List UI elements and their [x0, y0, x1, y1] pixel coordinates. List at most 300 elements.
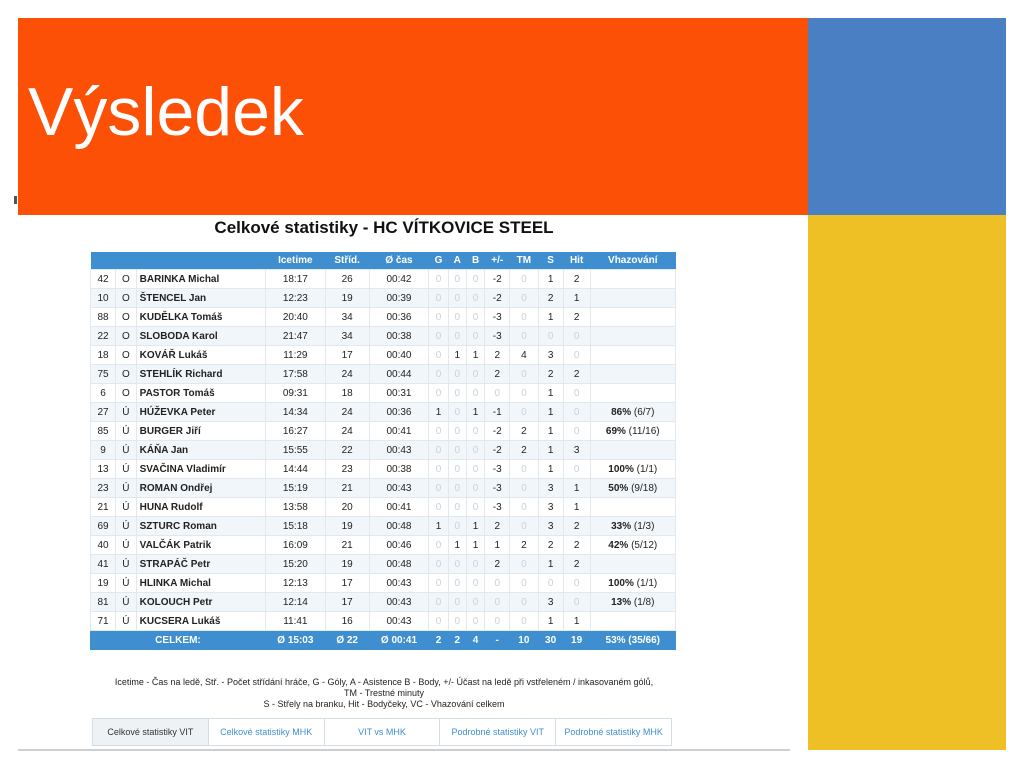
player-avg-time: 00:41 [369, 422, 429, 441]
player-shots: 0 [538, 327, 563, 346]
player-assists: 0 [448, 403, 466, 422]
player-shifts: 19 [325, 555, 369, 574]
player-shifts: 34 [325, 308, 369, 327]
player-plus-minus: -3 [485, 479, 510, 498]
player-hits: 2 [563, 536, 590, 555]
table-header-row [91, 252, 676, 270]
faceoff-detail: (9/18) [628, 482, 658, 494]
player-points: 0 [466, 441, 484, 460]
player-goals: 1 [429, 517, 448, 536]
player-hits: 2 [563, 517, 590, 536]
tab-total-stats-mhk[interactable]: Celkové statistiky MHK [208, 719, 324, 745]
player-position: O [116, 270, 137, 289]
player-points: 0 [466, 574, 484, 593]
player-plus-minus: 2 [485, 555, 510, 574]
player-name: BURGER Jiří [136, 422, 265, 441]
player-icetime: 15:18 [265, 517, 325, 536]
player-penalty-minutes: 0 [510, 460, 538, 479]
player-goals: 0 [429, 460, 448, 479]
table-row [91, 536, 676, 555]
player-icetime: 16:09 [265, 536, 325, 555]
player-assists: 0 [448, 327, 466, 346]
player-hits: 0 [563, 327, 590, 346]
player-plus-minus: 2 [485, 517, 510, 536]
player-position: Ú [116, 612, 137, 631]
player-name: KÁŇA Jan [136, 441, 265, 460]
player-assists: 0 [448, 441, 466, 460]
player-icetime: 12:14 [265, 593, 325, 612]
player-assists: 0 [448, 422, 466, 441]
player-avg-time: 00:43 [369, 479, 429, 498]
player-goals: 0 [429, 574, 448, 593]
player-penalty-minutes: 0 [510, 270, 538, 289]
faceoff-percent: 42% [608, 539, 629, 551]
legend-line-3: S - Střely na branku, Hit - Bodyčeky, VC - Vhazování celkem [263, 699, 505, 709]
player-shifts: 23 [325, 460, 369, 479]
player-name: PASTOR Tomáš [136, 384, 265, 403]
player-plus-minus: 0 [485, 612, 510, 631]
faceoff-percent: 69% [605, 425, 626, 437]
player-position: Ú [116, 593, 137, 612]
player-points: 0 [466, 289, 484, 308]
player-shots: 3 [538, 517, 563, 536]
table-row [91, 422, 676, 441]
player-plus-minus: 0 [485, 593, 510, 612]
player-name: KUCSERA Lukáš [136, 612, 265, 631]
player-name: KUDĚLKA Tomáš [136, 308, 265, 327]
player-avg-time: 00:43 [369, 441, 429, 460]
faceoff-detail: (1/3) [631, 520, 655, 532]
player-shots: 1 [538, 270, 563, 289]
total-shifts: Ø 22 [325, 631, 369, 650]
player-avg-time: 00:43 [369, 612, 429, 631]
tab-vit-vs-mhk[interactable]: VIT vs MHK [324, 719, 440, 745]
player-plus-minus: -3 [485, 327, 510, 346]
player-number: 71 [91, 612, 116, 631]
player-penalty-minutes: 0 [510, 289, 538, 308]
tab-detailed-stats-vit[interactable]: Podrobné statistiky VIT [439, 719, 555, 745]
player-avg-time: 00:36 [369, 308, 429, 327]
player-icetime: 13:58 [265, 498, 325, 517]
col-shots[interactable]: S [538, 252, 563, 270]
player-shifts: 24 [325, 403, 369, 422]
player-icetime: 12:23 [265, 289, 325, 308]
player-icetime: 15:19 [265, 479, 325, 498]
table-row [91, 289, 676, 308]
player-penalty-minutes: 0 [510, 479, 538, 498]
player-avg-time: 00:41 [369, 498, 429, 517]
player-shifts: 16 [325, 612, 369, 631]
player-assists: 0 [448, 593, 466, 612]
player-position: O [116, 308, 137, 327]
table-row [91, 384, 676, 403]
faceoff-detail: (6/7) [631, 406, 655, 418]
player-faceoffs [590, 384, 675, 403]
player-name: KOVÁŘ Lukáš [136, 346, 265, 365]
player-assists: 0 [448, 365, 466, 384]
player-faceoffs [590, 270, 675, 289]
player-icetime: 14:44 [265, 460, 325, 479]
player-position: O [116, 346, 137, 365]
col-avg-time[interactable]: Ø čas [369, 252, 429, 270]
player-shots: 3 [538, 479, 563, 498]
player-plus-minus: 0 [485, 384, 510, 403]
player-position: O [116, 384, 137, 403]
player-name: HUNA Rudolf [136, 498, 265, 517]
table-row [91, 460, 676, 479]
player-faceoffs [590, 308, 675, 327]
player-assists: 0 [448, 289, 466, 308]
player-points: 0 [466, 308, 484, 327]
table-row [91, 555, 676, 574]
player-name: SVAČINA Vladimír [136, 460, 265, 479]
player-assists: 0 [448, 498, 466, 517]
player-goals: 0 [429, 365, 448, 384]
legend-line-2: TM - Trestné minuty [343, 688, 424, 698]
player-points: 0 [466, 460, 484, 479]
player-points: 0 [466, 365, 484, 384]
player-icetime: 15:20 [265, 555, 325, 574]
player-faceoffs [590, 574, 675, 593]
tab-total-stats-vit[interactable]: Celkové statistiky VIT [93, 719, 208, 745]
player-penalty-minutes: 0 [510, 517, 538, 536]
table-row [91, 308, 676, 327]
table-row [91, 479, 676, 498]
player-shots: 1 [538, 384, 563, 403]
player-goals: 0 [429, 498, 448, 517]
player-assists: 0 [448, 308, 466, 327]
player-points: 0 [466, 422, 484, 441]
player-shots: 2 [538, 365, 563, 384]
player-avg-time: 00:39 [369, 289, 429, 308]
total-shots: 30 [538, 631, 563, 650]
player-faceoffs [590, 365, 675, 384]
player-position: Ú [116, 479, 137, 498]
player-penalty-minutes: 2 [510, 441, 538, 460]
col-player [136, 252, 265, 270]
player-shifts: 24 [325, 422, 369, 441]
player-faceoffs [590, 422, 675, 441]
player-shifts: 24 [325, 365, 369, 384]
player-points: 0 [466, 479, 484, 498]
player-avg-time: 00:36 [369, 403, 429, 422]
player-number: 40 [91, 536, 116, 555]
player-plus-minus: -2 [485, 270, 510, 289]
player-goals: 0 [429, 289, 448, 308]
player-position: Ú [116, 517, 137, 536]
player-shifts: 26 [325, 270, 369, 289]
player-faceoffs [590, 612, 675, 631]
player-shifts: 17 [325, 593, 369, 612]
stats-tabs [92, 718, 672, 746]
player-points: 0 [466, 327, 484, 346]
player-goals: 0 [429, 308, 448, 327]
player-icetime: 18:17 [265, 270, 325, 289]
player-avg-time: 00:42 [369, 270, 429, 289]
player-assists: 0 [448, 479, 466, 498]
player-number: 41 [91, 555, 116, 574]
player-avg-time: 00:38 [369, 460, 429, 479]
player-name: ROMAN Ondřej [136, 479, 265, 498]
faceoff-detail: (5/12) [628, 539, 658, 551]
player-position: Ú [116, 441, 137, 460]
player-hits: 1 [563, 289, 590, 308]
player-number: 75 [91, 365, 116, 384]
total-avg-time: Ø 00:41 [369, 631, 429, 650]
total-label: CELKEM: [91, 631, 266, 650]
player-hits: 2 [563, 365, 590, 384]
player-penalty-minutes: 0 [510, 327, 538, 346]
faceoff-percent: 33% [611, 520, 632, 532]
player-name: VALČÁK Patrik [136, 536, 265, 555]
player-shots: 3 [538, 346, 563, 365]
col-plus-minus[interactable]: +/- [485, 252, 510, 270]
player-hits: 1 [563, 498, 590, 517]
player-name: BARINKA Michal [136, 270, 265, 289]
col-faceoffs[interactable]: Vhazování [590, 252, 675, 270]
player-avg-time: 00:40 [369, 346, 429, 365]
player-avg-time: 00:43 [369, 593, 429, 612]
table-row [91, 612, 676, 631]
player-avg-time: 00:44 [369, 365, 429, 384]
player-hits: 2 [563, 308, 590, 327]
player-icetime: 12:13 [265, 574, 325, 593]
player-position: Ú [116, 536, 137, 555]
player-shots: 1 [538, 460, 563, 479]
player-penalty-minutes: 2 [510, 536, 538, 555]
player-penalty-minutes: 0 [510, 308, 538, 327]
player-plus-minus: 2 [485, 346, 510, 365]
player-name: HÚŽEVKA Peter [136, 403, 265, 422]
table-row [91, 441, 676, 460]
player-shifts: 17 [325, 346, 369, 365]
player-icetime: 20:40 [265, 308, 325, 327]
player-assists: 0 [448, 517, 466, 536]
player-number: 22 [91, 327, 116, 346]
player-icetime: 17:58 [265, 365, 325, 384]
player-assists: 0 [448, 270, 466, 289]
faceoff-percent: 50% [608, 482, 629, 494]
player-position: Ú [116, 422, 137, 441]
player-name: SZTURC Roman [136, 517, 265, 536]
player-points: 0 [466, 555, 484, 574]
player-goals: 0 [429, 479, 448, 498]
col-points[interactable]: B [466, 252, 484, 270]
player-goals: 0 [429, 536, 448, 555]
player-penalty-minutes: 0 [510, 365, 538, 384]
player-points: 1 [466, 403, 484, 422]
player-position: O [116, 289, 137, 308]
player-icetime: 16:27 [265, 422, 325, 441]
player-goals: 1 [429, 403, 448, 422]
player-plus-minus: -3 [485, 308, 510, 327]
player-name: STRAPÁČ Petr [136, 555, 265, 574]
player-plus-minus: 0 [485, 574, 510, 593]
total-plus-minus: - [485, 631, 510, 650]
player-shots: 2 [538, 536, 563, 555]
player-plus-minus: 2 [485, 365, 510, 384]
player-hits: 2 [563, 270, 590, 289]
player-number: 18 [91, 346, 116, 365]
player-position: Ú [116, 574, 137, 593]
faceoff-percent: 100% [608, 577, 634, 589]
player-shots: 1 [538, 441, 563, 460]
player-hits: 1 [563, 479, 590, 498]
player-faceoffs [590, 479, 675, 498]
player-name: SLOBODA Karol [136, 327, 265, 346]
player-points: 1 [466, 517, 484, 536]
player-plus-minus: 1 [485, 536, 510, 555]
col-number [91, 252, 116, 270]
player-assists: 1 [448, 346, 466, 365]
player-hits: 2 [563, 555, 590, 574]
player-shifts: 19 [325, 289, 369, 308]
player-points: 0 [466, 498, 484, 517]
total-faceoffs: 53% (35/66) [590, 631, 675, 650]
player-points: 0 [466, 270, 484, 289]
total-hits: 19 [563, 631, 590, 650]
bottom-divider [18, 749, 790, 751]
total-assists: 2 [448, 631, 466, 650]
player-icetime: 11:29 [265, 346, 325, 365]
player-penalty-minutes: 0 [510, 384, 538, 403]
player-shots: 0 [538, 574, 563, 593]
slide-title: Výsledek [28, 74, 304, 150]
table-row [91, 498, 676, 517]
player-number: 10 [91, 289, 116, 308]
blue-decor-block [808, 18, 1006, 215]
player-penalty-minutes: 0 [510, 403, 538, 422]
table-row [91, 365, 676, 384]
player-number: 27 [91, 403, 116, 422]
player-goals: 0 [429, 327, 448, 346]
player-shifts: 17 [325, 574, 369, 593]
player-hits: 0 [563, 384, 590, 403]
player-plus-minus: -3 [485, 498, 510, 517]
player-goals: 0 [429, 346, 448, 365]
player-shots: 2 [538, 289, 563, 308]
stats-legend [90, 677, 678, 710]
player-shifts: 34 [325, 327, 369, 346]
player-goals: 0 [429, 270, 448, 289]
col-assists[interactable]: A [448, 252, 466, 270]
player-position: Ú [116, 555, 137, 574]
table-row [91, 574, 676, 593]
col-position [116, 252, 137, 270]
player-position: O [116, 327, 137, 346]
player-faceoffs [590, 346, 675, 365]
col-hits[interactable]: Hit [563, 252, 590, 270]
player-faceoffs [590, 460, 675, 479]
player-icetime: 15:55 [265, 441, 325, 460]
player-number: 23 [91, 479, 116, 498]
player-shifts: 20 [325, 498, 369, 517]
player-number: 85 [91, 422, 116, 441]
player-hits: 1 [563, 612, 590, 631]
player-faceoffs [590, 593, 675, 612]
player-position: Ú [116, 498, 137, 517]
player-shots: 1 [538, 555, 563, 574]
yellow-decor-block [808, 215, 1006, 750]
player-hits: 0 [563, 593, 590, 612]
player-plus-minus: -2 [485, 422, 510, 441]
player-penalty-minutes: 0 [510, 498, 538, 517]
total-penalty-minutes: 10 [510, 631, 538, 650]
player-hits: 0 [563, 346, 590, 365]
table-row [91, 327, 676, 346]
player-number: 69 [91, 517, 116, 536]
player-position: Ú [116, 403, 137, 422]
table-row [91, 593, 676, 612]
player-shots: 1 [538, 612, 563, 631]
player-penalty-minutes: 4 [510, 346, 538, 365]
player-shots: 1 [538, 403, 563, 422]
player-shots: 3 [538, 593, 563, 612]
player-plus-minus: -2 [485, 289, 510, 308]
faceoff-percent: 13% [611, 596, 632, 608]
player-number: 81 [91, 593, 116, 612]
table-row [91, 346, 676, 365]
player-shots: 1 [538, 422, 563, 441]
tab-detailed-stats-mhk[interactable]: Podrobné statistiky MHK [555, 719, 671, 745]
table-row [91, 403, 676, 422]
player-assists: 0 [448, 574, 466, 593]
player-avg-time: 00:38 [369, 327, 429, 346]
faceoff-detail: (1/1) [633, 577, 658, 589]
player-hits: 0 [563, 422, 590, 441]
player-hits: 0 [563, 574, 590, 593]
player-points: 1 [466, 346, 484, 365]
player-number: 6 [91, 384, 116, 403]
stats-body [91, 270, 676, 631]
total-row [91, 631, 676, 650]
player-number: 9 [91, 441, 116, 460]
player-position: Ú [116, 460, 137, 479]
player-shots: 1 [538, 308, 563, 327]
player-plus-minus: -1 [485, 403, 510, 422]
player-goals: 0 [429, 384, 448, 403]
player-avg-time: 00:48 [369, 555, 429, 574]
col-icetime[interactable]: Icetime [265, 252, 325, 270]
player-name: ŠTENCEL Jan [136, 289, 265, 308]
player-points: 0 [466, 612, 484, 631]
player-assists: 0 [448, 555, 466, 574]
faceoff-detail: (1/8) [631, 596, 655, 608]
player-points: 0 [466, 384, 484, 403]
player-faceoffs [590, 517, 675, 536]
total-icetime: Ø 15:03 [265, 631, 325, 650]
player-plus-minus: -2 [485, 441, 510, 460]
col-shifts[interactable]: Stříd. [325, 252, 369, 270]
player-faceoffs [590, 555, 675, 574]
player-avg-time: 00:48 [369, 517, 429, 536]
player-hits: 0 [563, 403, 590, 422]
player-hits: 0 [563, 460, 590, 479]
player-shots: 3 [538, 498, 563, 517]
player-assists: 0 [448, 460, 466, 479]
table-row [91, 517, 676, 536]
player-faceoffs [590, 327, 675, 346]
player-avg-time: 00:31 [369, 384, 429, 403]
edge-mark [14, 196, 17, 204]
player-number: 19 [91, 574, 116, 593]
player-shifts: 18 [325, 384, 369, 403]
col-goals[interactable]: G [429, 252, 448, 270]
player-goals: 0 [429, 441, 448, 460]
player-icetime: 11:41 [265, 612, 325, 631]
col-penalty-minutes[interactable]: TM [510, 252, 538, 270]
player-name: KOLOUCH Petr [136, 593, 265, 612]
